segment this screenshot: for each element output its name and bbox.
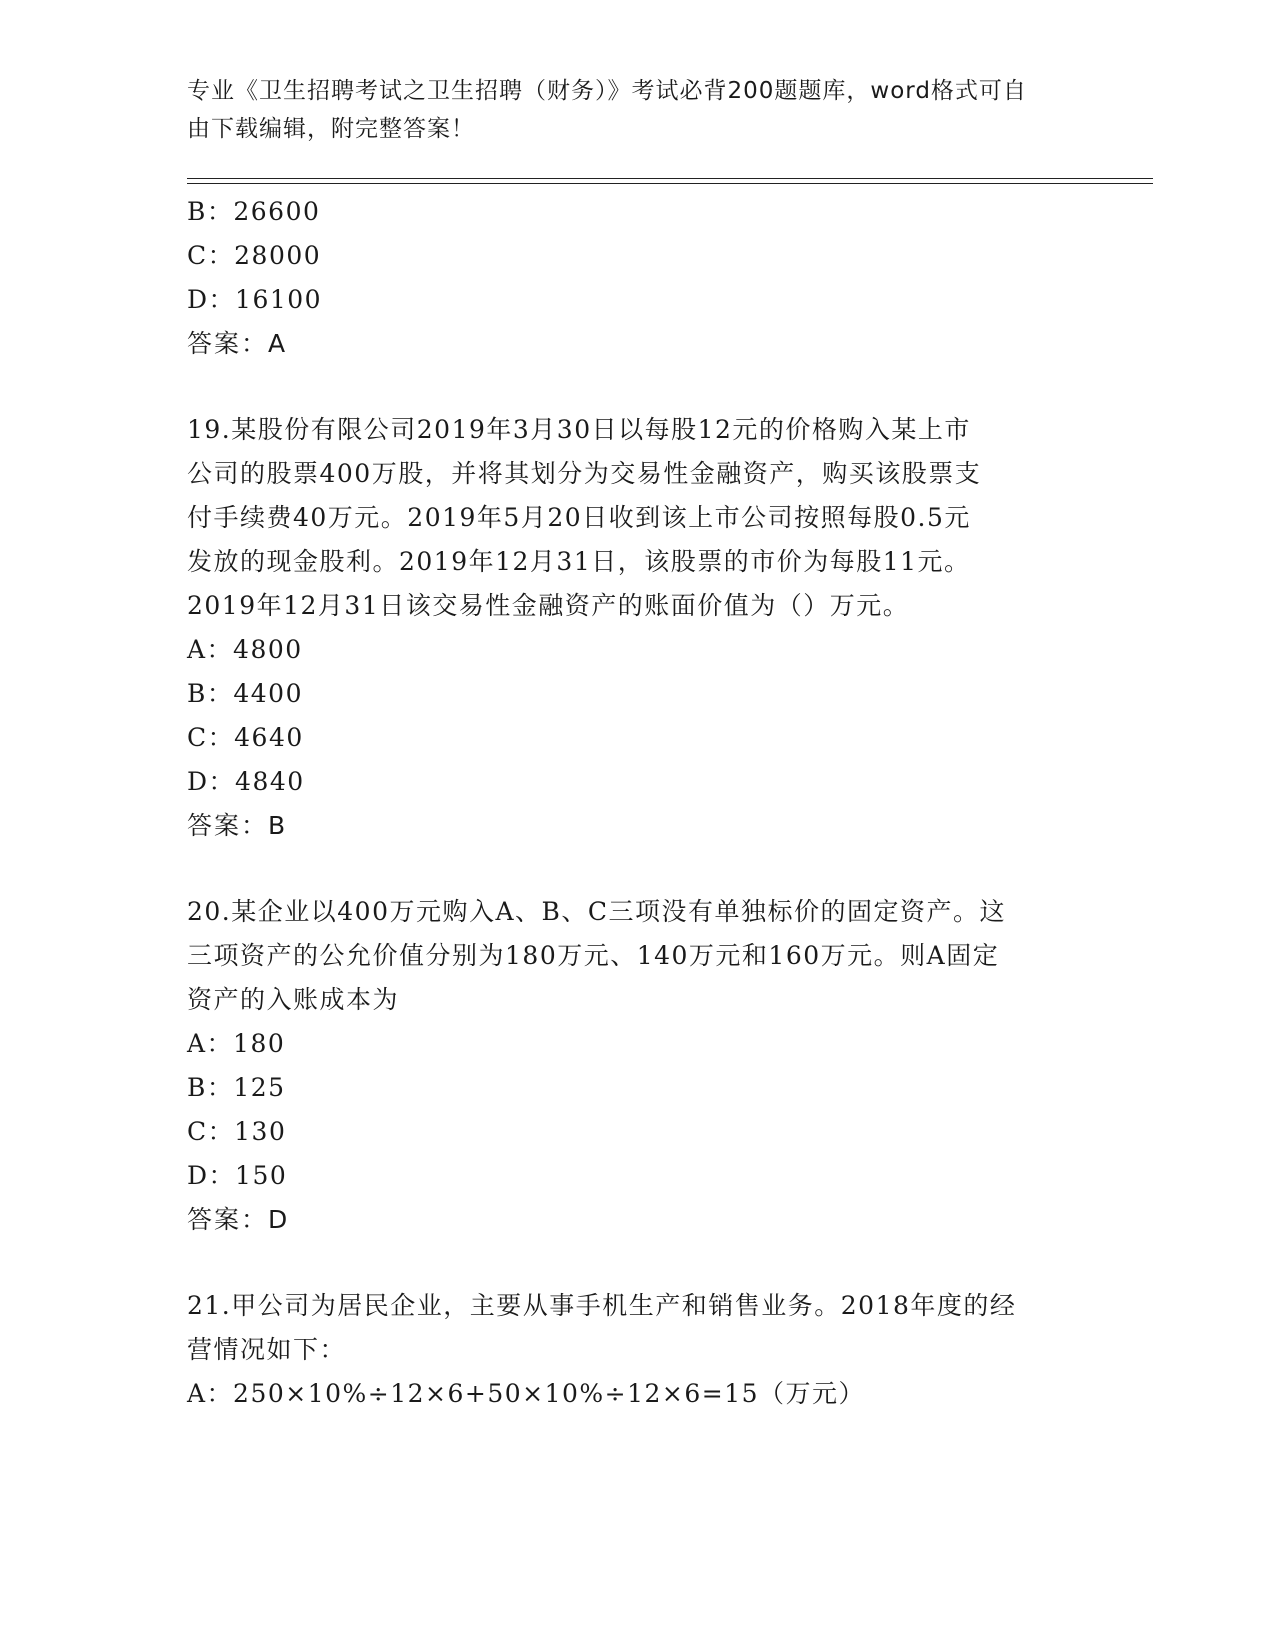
q21-option-a: A：250×10%÷12×6+50×10%÷12×6=15（万元） [187,1379,866,1408]
q21-stem-line-1: 21.甲公司为居民企业，主要从事手机生产和销售业务。2018年度的经 [187,1291,1017,1320]
q18-option-d: D：16100 [187,285,323,314]
q20-option-d: D：150 [187,1161,288,1190]
q20-stem-line-3: 资产的入账成本为 [187,985,400,1014]
header-divider-bottom [187,183,1153,184]
q20-option-a: A：180 [187,1029,286,1058]
q19-option-d: D：4840 [187,767,305,796]
q20-stem-line-1: 20.某企业以400万元购入A、B、C三项没有单独标价的固定资产。这 [187,897,1007,926]
document-header [187,72,1067,148]
q20-option-c: C：130 [187,1117,287,1146]
header-line-1: 专业《卫生招聘考试之卫生招聘（财务）》考试必背200题题库，word格式可自 [187,78,1027,104]
q19-stem-line-1: 19.某股份有限公司2019年3月30日以每股12元的价格购入某上市 [187,415,971,444]
q20-stem-line-2: 三项资产的公允价值分别为180万元、140万元和160万元。则A固定 [187,941,1000,970]
header-line-2: 由下载编辑，附完整答案！ [187,116,475,142]
q18-option-c: C：28000 [187,241,322,270]
q20-option-b: B：125 [187,1073,286,1102]
q19-stem-line-3: 付手续费40万元。2019年5月20日收到该上市公司按照每股0.5元 [187,503,971,532]
q19-option-c: C：4640 [187,723,304,752]
q18-option-b: B：26600 [187,197,321,226]
header-divider-top [187,178,1153,179]
q19-option-a: A：4800 [187,635,303,664]
q19-stem-line-2: 公司的股票400万股，并将其划分为交易性金融资产，购买该股票支 [187,459,982,488]
q20-answer: 答案：D [187,1205,290,1234]
q21-stem-line-2: 营情况如下： [187,1335,347,1364]
q19-stem-line-4: 发放的现金股利。2019年12月31日，该股票的市价为每股11元。 [187,547,971,576]
q19-answer: 答案：B [187,811,288,840]
q19-option-b: B：4400 [187,679,303,708]
q18-answer: 答案：A [187,329,288,358]
q19-stem-line-5: 2019年12月31日该交易性金融资产的账面价值为（）万元。 [187,591,910,620]
